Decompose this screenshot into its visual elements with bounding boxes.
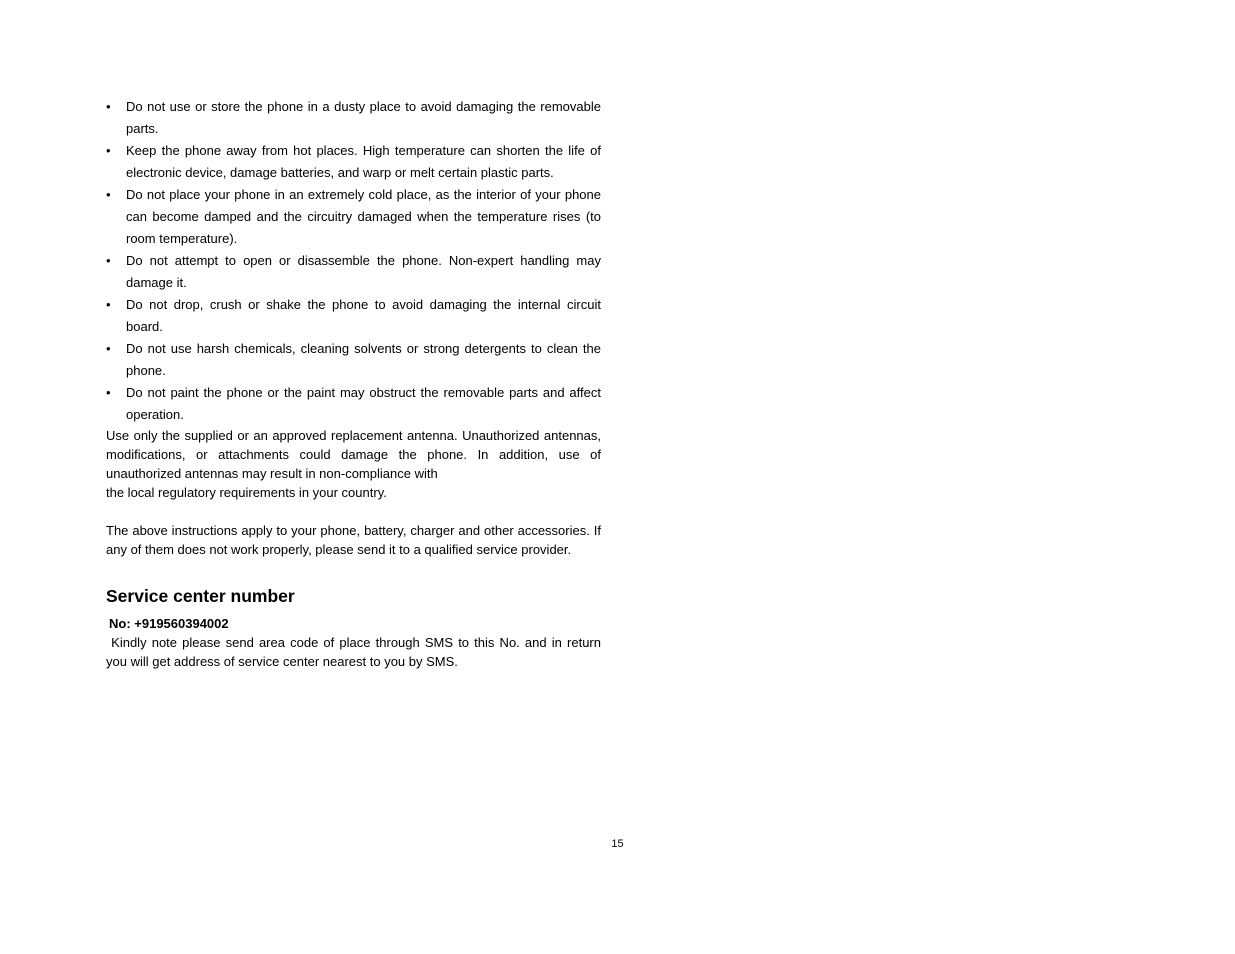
page-content: [106, 96, 601, 671]
bullet-icon: •: [106, 187, 111, 202]
bullet-icon: •: [106, 99, 111, 114]
bullet-icon: •: [106, 143, 111, 158]
bullet-icon: •: [106, 297, 111, 312]
bullet-text: Do not use or store the phone in a dusty place to avoid damaging the removable parts.: [126, 99, 601, 136]
section-heading: Service center number: [106, 586, 295, 606]
bullet-icon: •: [106, 341, 111, 356]
list-item: [106, 250, 601, 294]
bullet-text: Do not use harsh chemicals, cleaning solvents or strong detergents to clean the phone.: [126, 341, 601, 378]
bullet-icon: •: [106, 253, 111, 268]
list-item: [106, 382, 601, 426]
service-note-text: Kindly note please send area code of place through SMS to this No. and in return you will get address of service center nearest to you by SMS.: [106, 635, 601, 669]
bullet-text: Keep the phone away from hot places. High temperature can shorten the life of electronic device, damage batteries, and warp or melt certain plastic parts.: [126, 143, 601, 180]
safety-bullet-list: [106, 96, 601, 426]
bullet-icon: •: [106, 385, 111, 400]
antenna-paragraph: [106, 426, 601, 502]
bullet-text: Do not attempt to open or disassemble the phone. Non-expert handling may damage it.: [126, 253, 601, 290]
bullet-text: Do not paint the phone or the paint may obstruct the removable parts and affect operation.: [126, 385, 601, 422]
list-item: [106, 294, 601, 338]
bullet-text: Do not drop, crush or shake the phone to avoid damaging the internal circuit board.: [126, 297, 601, 334]
bullet-text: Do not place your phone in an extremely cold place, as the interior of your phone can become damped and the circuitry damaged when the temperature rises (to room temperature).: [126, 187, 601, 246]
instructions-paragraph: The above instructions apply to your phone, battery, charger and other accessories. If any of them does not work properly, please send it to a qualified service provider.: [106, 523, 601, 557]
antenna-last-line: the local regulatory requirements in your country.: [106, 485, 387, 500]
list-item: [106, 140, 601, 184]
list-item: [106, 96, 601, 140]
service-center-note: [106, 633, 601, 671]
service-center-number: No: +919560394002: [109, 616, 229, 631]
list-item: [106, 184, 601, 250]
antenna-text: Use only the supplied or an approved replacement antenna. Unauthorized antennas, modifications, or attachments could damage the phone. In addition, use of unauthorized antennas may result in non-compliance with: [106, 428, 601, 481]
page-number: 15: [611, 838, 624, 850]
list-item: [106, 338, 601, 382]
